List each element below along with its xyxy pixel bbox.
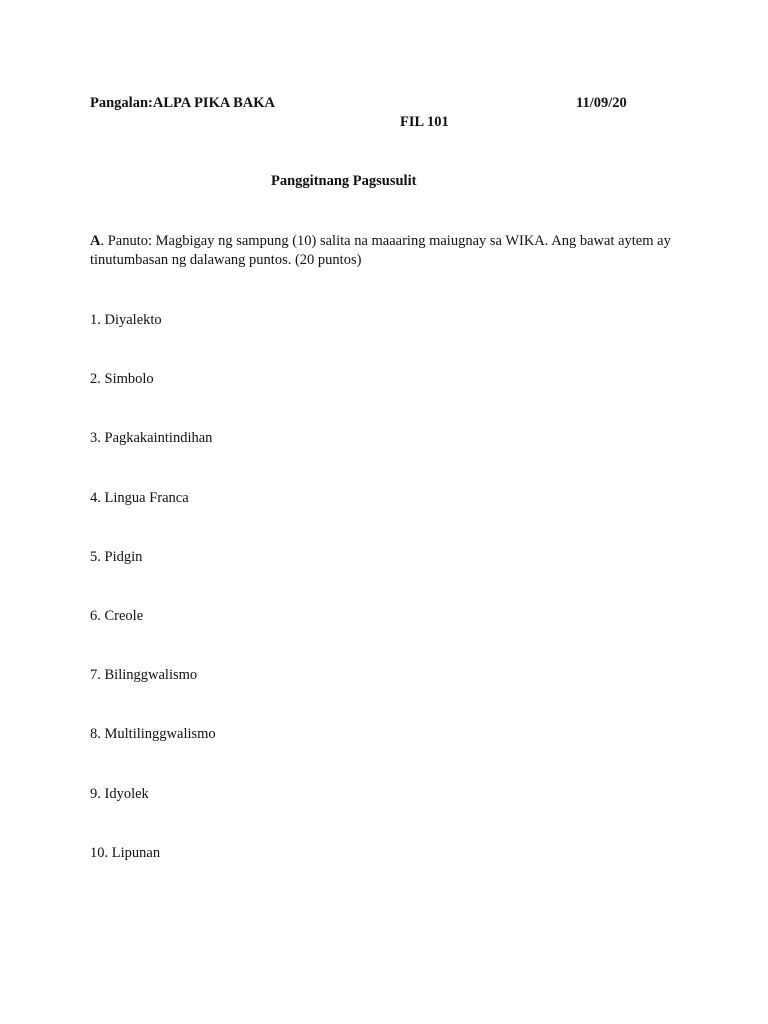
section-letter: A <box>90 233 101 249</box>
exam-title: Panggitnang Pagsusulit <box>271 173 417 189</box>
name-label: Pangalan: <box>90 95 153 111</box>
answer-item: 4. Lingua Franca <box>90 489 189 506</box>
course-code: FIL 101 <box>400 114 449 130</box>
answer-item: 9. Idyolek <box>90 785 149 802</box>
answer-item: 7. Bilinggwalismo <box>90 667 198 684</box>
student-name-line <box>90 94 275 112</box>
answer-item: 10. Lipunan <box>90 844 161 861</box>
answer-item: 6. Creole <box>90 607 144 624</box>
answer-item: 8. Multilinggwalismo <box>90 726 216 743</box>
student-name: ALPA PIKA BAKA <box>152 95 276 111</box>
answer-item: 5. Pidgin <box>90 548 143 565</box>
instructions-text: . Panuto: Magbigay ng sampung (10) salita na maaaring maiugnay sa WIKA. Ang bawat aytem ay tinutumbasan ng dalawang puntos. (20 puntos) <box>90 233 671 268</box>
section-instructions <box>90 232 690 270</box>
exam-date: 11/09/20 <box>576 95 627 111</box>
answer-item: 3. Pagkakaintindihan <box>90 430 213 447</box>
answer-item: 2. Simbolo <box>90 371 154 388</box>
answer-list <box>90 311 216 903</box>
answer-item: 1. Diyalekto <box>90 312 162 328</box>
